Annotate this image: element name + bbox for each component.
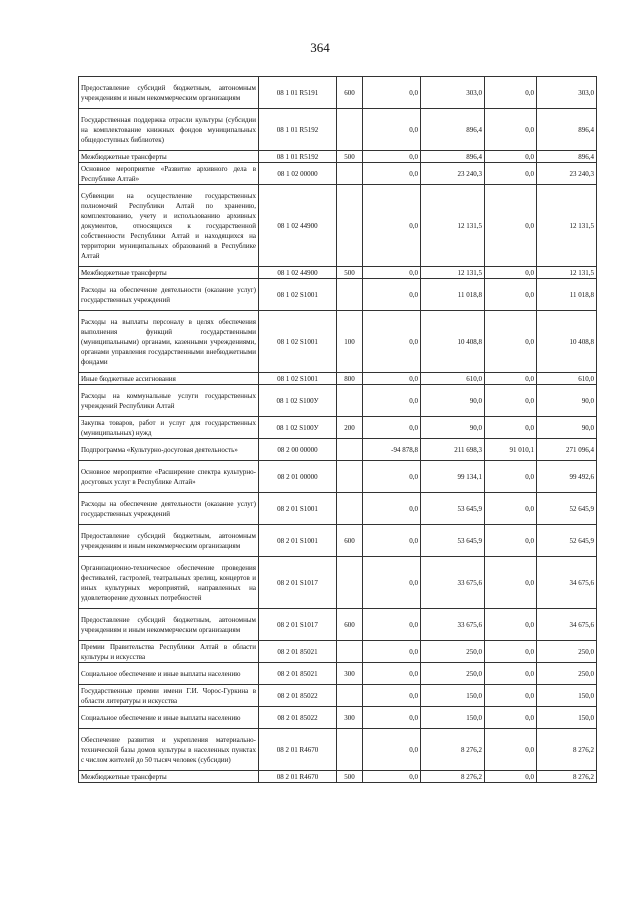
row-name: Социальное обеспечение и иные выплаты населению — [79, 707, 259, 729]
row-name: Субвенции на осуществление государственных полномочий Республики Алтай по хранению, комплектованию, учету и использованию архивных документов, относящихся к государственной собственности Республики Алтай и находящихся на территории муниципальных образований в Республике Алтай — [79, 185, 259, 267]
row-name: Межбюджетные трансферты — [79, 267, 259, 279]
row-expense-type — [337, 109, 363, 151]
row-value-2: 23 240,3 — [421, 163, 485, 185]
row-value-3: 0,0 — [485, 151, 537, 163]
row-value-2: 11 018,8 — [421, 279, 485, 311]
table-row — [79, 663, 597, 685]
row-name: Расходы на обеспечение деятельности (оказание услуг) государственных учреждений — [79, 279, 259, 311]
row-name: Расходы на выплаты персоналу в целях обеспечения выполнения функций государственными (муниципальными) органами, казенными учреждениями, органами управления государственными внебюджетными фондами — [79, 311, 259, 373]
row-value-3: 0,0 — [485, 493, 537, 525]
row-value-3: 0,0 — [485, 267, 537, 279]
row-name: Государственная поддержка отрасли культуры (субсидии на комплектование книжных фондов муниципальных общедоступных библиотек) — [79, 109, 259, 151]
row-value-1: 0,0 — [363, 163, 421, 185]
row-value-4: 12 131,5 — [537, 267, 597, 279]
row-value-3: 0,0 — [485, 729, 537, 771]
row-value-3: 0,0 — [485, 417, 537, 439]
row-name: Предоставление субсидий бюджетным, автономным учреждениям и иным некоммерческим организациям — [79, 609, 259, 641]
row-value-4: 271 096,4 — [537, 439, 597, 461]
row-target-article: 08 1 02 S1001 — [259, 373, 337, 385]
row-value-1: 0,0 — [363, 771, 421, 783]
row-value-2: 10 408,8 — [421, 311, 485, 373]
row-value-2: 610,0 — [421, 373, 485, 385]
table-row — [79, 77, 597, 109]
row-expense-type — [337, 185, 363, 267]
row-value-3: 0,0 — [485, 163, 537, 185]
row-value-1: 0,0 — [363, 641, 421, 663]
table-row — [79, 461, 597, 493]
row-name: Государственные премии имени Г.И. Чорос-Гуркина в области литературы и искусства — [79, 685, 259, 707]
table-row — [79, 771, 597, 783]
row-target-article: 08 2 01 R4670 — [259, 729, 337, 771]
row-value-1: 0,0 — [363, 279, 421, 311]
row-value-2: 250,0 — [421, 641, 485, 663]
row-value-1: 0,0 — [363, 557, 421, 609]
row-name: Премии Правительства Республики Алтай в области культуры и искусства — [79, 641, 259, 663]
table-row — [79, 685, 597, 707]
row-value-2: 250,0 — [421, 663, 485, 685]
row-name: Подпрограмма «Культурно-досуговая деятельность» — [79, 439, 259, 461]
row-value-2: 53 645,9 — [421, 493, 485, 525]
row-value-1: 0,0 — [363, 109, 421, 151]
row-value-1: 0,0 — [363, 609, 421, 641]
row-name: Основное мероприятие «Развитие архивного дела в Республике Алтай» — [79, 163, 259, 185]
row-value-4: 250,0 — [537, 641, 597, 663]
row-expense-type: 800 — [337, 373, 363, 385]
row-value-3: 0,0 — [485, 385, 537, 417]
row-expense-type: 300 — [337, 707, 363, 729]
row-expense-type — [337, 729, 363, 771]
table-row — [79, 439, 597, 461]
row-value-4: 250,0 — [537, 663, 597, 685]
row-value-4: 12 131,5 — [537, 185, 597, 267]
row-value-4: 610,0 — [537, 373, 597, 385]
row-target-article: 08 2 00 00000 — [259, 439, 337, 461]
table-row — [79, 493, 597, 525]
row-value-2: 8 276,2 — [421, 771, 485, 783]
table-body — [79, 77, 597, 783]
table-row — [79, 729, 597, 771]
row-target-article: 08 2 01 S1001 — [259, 493, 337, 525]
row-value-2: 53 645,9 — [421, 525, 485, 557]
row-value-1: 0,0 — [363, 267, 421, 279]
row-value-4: 90,0 — [537, 417, 597, 439]
table-row — [79, 385, 597, 417]
row-name: Организационно-техническое обеспечение проведения фестивалей, гастролей, театральных зрелищ, концертов и иных культурных мероприятий, направленных на удовлетворение духовных потребностей — [79, 557, 259, 609]
row-value-3: 0,0 — [485, 771, 537, 783]
row-expense-type: 600 — [337, 525, 363, 557]
row-value-1: 0,0 — [363, 729, 421, 771]
table-row — [79, 185, 597, 267]
row-value-3: 0,0 — [485, 609, 537, 641]
row-value-4: 34 675,6 — [537, 609, 597, 641]
row-target-article: 08 2 01 00000 — [259, 461, 337, 493]
row-value-2: 12 131,5 — [421, 267, 485, 279]
table-row — [79, 109, 597, 151]
row-target-article: 08 1 02 S100У — [259, 385, 337, 417]
row-value-3: 0,0 — [485, 185, 537, 267]
row-value-2: 150,0 — [421, 685, 485, 707]
row-name: Предоставление субсидий бюджетным, автономным учреждениям и иным некоммерческим организациям — [79, 77, 259, 109]
row-value-2: 99 134,1 — [421, 461, 485, 493]
row-value-2: 90,0 — [421, 417, 485, 439]
row-value-2: 896,4 — [421, 109, 485, 151]
row-value-3: 0,0 — [485, 373, 537, 385]
row-value-4: 8 276,2 — [537, 729, 597, 771]
row-target-article: 08 1 01 R5192 — [259, 109, 337, 151]
row-expense-type: 200 — [337, 417, 363, 439]
row-value-3: 0,0 — [485, 685, 537, 707]
row-value-4: 23 240,3 — [537, 163, 597, 185]
row-value-1: 0,0 — [363, 373, 421, 385]
row-value-4: 150,0 — [537, 707, 597, 729]
row-value-1: 0,0 — [363, 707, 421, 729]
row-expense-type — [337, 557, 363, 609]
row-value-3: 0,0 — [485, 525, 537, 557]
row-expense-type — [337, 641, 363, 663]
row-expense-type: 600 — [337, 77, 363, 109]
row-value-2: 150,0 — [421, 707, 485, 729]
table-row — [79, 525, 597, 557]
row-target-article: 08 1 02 44900 — [259, 267, 337, 279]
row-expense-type — [337, 163, 363, 185]
row-value-4: 52 645,9 — [537, 525, 597, 557]
row-value-3: 0,0 — [485, 109, 537, 151]
row-value-3: 0,0 — [485, 279, 537, 311]
table-row — [79, 373, 597, 385]
row-target-article: 08 2 01 S1017 — [259, 609, 337, 641]
row-target-article: 08 1 02 S1001 — [259, 311, 337, 373]
row-value-3: 0,0 — [485, 77, 537, 109]
row-target-article: 08 2 01 85021 — [259, 663, 337, 685]
row-value-4: 99 492,6 — [537, 461, 597, 493]
row-value-4: 10 408,8 — [537, 311, 597, 373]
row-name: Обеспечение развития и укрепления материально-технической базы домов культуры в населенных пунктах с числом жителей до 50 тысяч человек (субсидии) — [79, 729, 259, 771]
row-target-article: 08 2 01 85021 — [259, 641, 337, 663]
row-value-1: 0,0 — [363, 663, 421, 685]
row-value-4: 8 276,2 — [537, 771, 597, 783]
row-value-2: 8 276,2 — [421, 729, 485, 771]
row-expense-type — [337, 461, 363, 493]
row-target-article: 08 2 01 S1001 — [259, 525, 337, 557]
table-row — [79, 163, 597, 185]
row-value-1: 0,0 — [363, 461, 421, 493]
row-expense-type — [337, 279, 363, 311]
row-name: Иные бюджетные ассигнования — [79, 373, 259, 385]
row-target-article: 08 2 01 S1017 — [259, 557, 337, 609]
row-expense-type — [337, 493, 363, 525]
page-number: 364 — [310, 40, 330, 55]
row-value-1: 0,0 — [363, 311, 421, 373]
row-expense-type: 500 — [337, 267, 363, 279]
row-expense-type: 100 — [337, 311, 363, 373]
row-target-article: 08 2 01 85022 — [259, 707, 337, 729]
row-target-article: 08 1 02 44900 — [259, 185, 337, 267]
table-row — [79, 267, 597, 279]
table-row — [79, 707, 597, 729]
row-value-2: 33 675,6 — [421, 609, 485, 641]
row-expense-type: 300 — [337, 663, 363, 685]
table-row — [79, 279, 597, 311]
row-value-3: 0,0 — [485, 557, 537, 609]
row-name: Расходы на обеспечение деятельности (оказание услуг) государственных учреждений — [79, 493, 259, 525]
row-value-4: 11 018,8 — [537, 279, 597, 311]
row-value-3: 91 010,1 — [485, 439, 537, 461]
row-value-3: 0,0 — [485, 461, 537, 493]
row-name: Расходы на коммунальные услуги государственных учреждений Республики Алтай — [79, 385, 259, 417]
row-value-4: 90,0 — [537, 385, 597, 417]
row-value-4: 52 645,9 — [537, 493, 597, 525]
row-name: Межбюджетные трансферты — [79, 771, 259, 783]
row-value-4: 303,0 — [537, 77, 597, 109]
row-expense-type — [337, 385, 363, 417]
row-value-1: 0,0 — [363, 185, 421, 267]
row-target-article: 08 1 02 00000 — [259, 163, 337, 185]
row-expense-type: 500 — [337, 151, 363, 163]
row-value-2: 90,0 — [421, 385, 485, 417]
row-value-2: 303,0 — [421, 77, 485, 109]
row-expense-type: 500 — [337, 771, 363, 783]
row-name: Социальное обеспечение и иные выплаты населению — [79, 663, 259, 685]
row-target-article: 08 1 01 R5192 — [259, 151, 337, 163]
row-expense-type: 600 — [337, 609, 363, 641]
row-target-article: 08 1 02 S1001 — [259, 279, 337, 311]
row-name: Межбюджетные трансферты — [79, 151, 259, 163]
row-expense-type — [337, 439, 363, 461]
table-row — [79, 609, 597, 641]
row-value-3: 0,0 — [485, 311, 537, 373]
row-name: Основное мероприятие «Расширение спектра культурно-досуговых услуг в Республике Алтай» — [79, 461, 259, 493]
row-value-1: 0,0 — [363, 151, 421, 163]
table-row — [79, 641, 597, 663]
row-value-2: 12 131,5 — [421, 185, 485, 267]
row-target-article: 08 1 02 S100У — [259, 417, 337, 439]
row-value-4: 34 675,6 — [537, 557, 597, 609]
row-value-4: 150,0 — [537, 685, 597, 707]
row-value-3: 0,0 — [485, 641, 537, 663]
row-value-2: 896,4 — [421, 151, 485, 163]
row-value-1: 0,0 — [363, 417, 421, 439]
row-target-article: 08 2 01 R4670 — [259, 771, 337, 783]
row-value-1: 0,0 — [363, 385, 421, 417]
row-value-3: 0,0 — [485, 707, 537, 729]
row-expense-type — [337, 685, 363, 707]
row-value-1: 0,0 — [363, 493, 421, 525]
table-row — [79, 417, 597, 439]
table-row — [79, 557, 597, 609]
budget-table — [78, 76, 597, 783]
row-name: Предоставление субсидий бюджетным, автономным учреждениям и иным некоммерческим организациям — [79, 525, 259, 557]
row-value-1: 0,0 — [363, 525, 421, 557]
row-name: Закупка товаров, работ и услуг для государственных (муниципальных) нужд — [79, 417, 259, 439]
row-value-1: -94 878,8 — [363, 439, 421, 461]
row-target-article: 08 2 01 85022 — [259, 685, 337, 707]
row-value-4: 896,4 — [537, 109, 597, 151]
table-row — [79, 151, 597, 163]
table-row — [79, 311, 597, 373]
row-value-4: 896,4 — [537, 151, 597, 163]
row-value-2: 33 675,6 — [421, 557, 485, 609]
row-value-3: 0,0 — [485, 663, 537, 685]
row-target-article: 08 1 01 R5191 — [259, 77, 337, 109]
row-value-1: 0,0 — [363, 77, 421, 109]
row-value-2: 211 698,3 — [421, 439, 485, 461]
row-value-1: 0,0 — [363, 685, 421, 707]
